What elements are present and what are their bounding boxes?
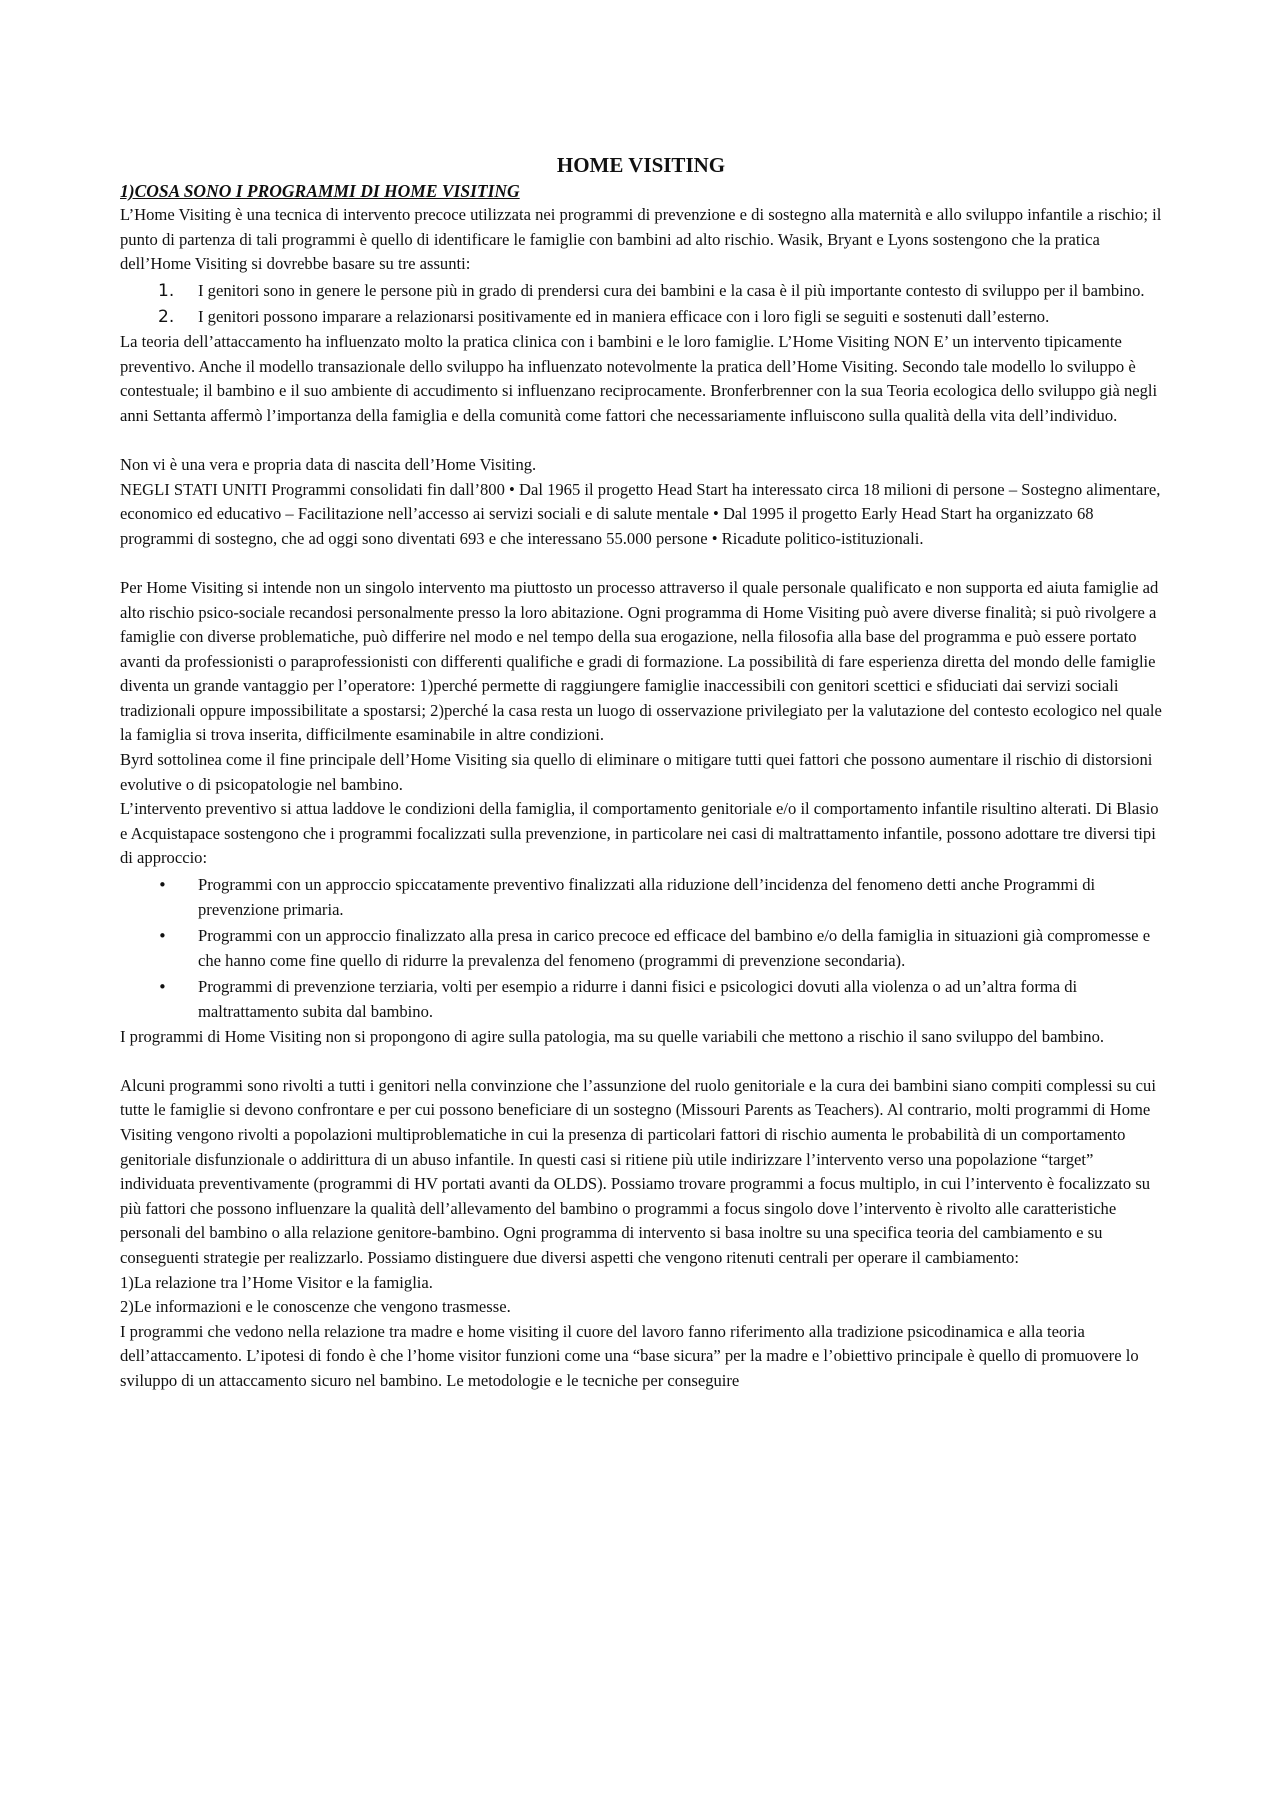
list-item-text: I genitori possono imparare a relazionarsi positivamente ed in maniera efficace con i loro figli se seguiti e sostenuti dall’esterno. [198,307,1050,327]
paragraph-byrd: Byrd sottolinea come il fine principale dell’Home Visiting sia quello di eliminare o mitigare tutti quei fattori che possono aumentare il rischio di distorsioni evolutive o di psicopatologie nel bambino. [120,750,1153,794]
paragraph-psychodynamic: I programmi che vedono nella relazione tra madre e home visiting il cuore del lavoro fanno riferimento alla tradizione psicodinamica e alla teoria dell’attaccamento. L’ipotesi di fondo è che l’home visitor funzioni come una “base sicura” per la madre e l’obiettivo principale è quello di promuovere lo sviluppo di un attaccamento sicuro nel bambino. Le metodologie e le tecniche per conseguire [120,1321,1139,1390]
list-item [120,975,1162,1024]
bullet-icon: • [158,978,167,997]
list-number: 1. [158,280,175,301]
bullet-icon: • [158,927,167,946]
list-item-text: Programmi con un approccio spiccatamente preventivo finalizzati alla riduzione dell’incidenza del fenomeno detti anche Programmi di prevenzione primaria. [198,875,1096,919]
list-item [120,279,1162,304]
list-item [120,305,1162,330]
document-title: HOME VISITING [556,153,726,177]
section-heading: 1)COSA SONO I PROGRAMMI DI HOME VISITING [120,181,520,201]
paragraph-definition: Per Home Visiting si intende non un singolo intervento ma piuttosto un processo attraverso il quale personale qualificato e non supporta ed aiuta famiglie ad alto rischio psico-sociale recandosi personalmente presso la loro abitazione. Ogni programma di Home Visiting può avere diverse finalità; si può rivolgere a famiglie con diverse problematiche, può differire nel modo e nel tempo della sua erogazione, nella filosofia alla base del programma e può essere portato avanti da professionisti o paraprofessionisti con differenti qualifiche e gradi di formazione. La possibilità di fare esperienza diretta del mondo delle famiglie diventa un grande vantaggio per l’operatore: 1)perché permette di raggiungere famiglie inaccessibili con genitori scettici e sfiduciati dai servizi sociali tradizionali oppure impossibilitate a spostarsi; 2)perché la casa resta un luogo di osservazione privilegiato per la valutazione del contesto ecologico nel quale la famiglia si trova inserita, difficilmente esaminabile in altre condizioni. [120,577,1162,745]
list-item-text: Programmi con un approccio finalizzato alla presa in carico precoce ed efficace del bambino e/o della famiglia in situazioni già compromesse e che hanno come fine quello di ridurre la prevalenza del fenomeno (programmi di prevenzione secondaria). [198,926,1151,970]
paragraph-preventive: L’intervento preventivo si attua laddove le condizioni della famiglia, il comportamento genitoriale e/o il comportamento infantile risultino alterati. Di Blasio e Acquistapace sostengono che i programmi focalizzati sulla prevenzione, in particolare nei casi di maltrattamento infantile, possono adottare tre diversi tipi di approccio: [120,799,1159,868]
list-item [120,873,1162,922]
list-number: 2. [158,307,175,328]
paragraph-usa: NEGLI STATI UNITI Programmi consolidati fin dall’800 • Dal 1965 il progetto Head Start ha interessato circa 18 milioni di persone – Sostegno alimentare, economico ed educativo – Facilitazione nell’accesso ai servizi sociali e di salute mentale • Dal 1995 il progetto Early Head Start ha organizzato 68 programmi di sostegno, che ad oggi sono diventati 693 e che interessano 55.000 persone • Ricadute politico-istituzionali. [120,479,1161,548]
approaches-list [120,873,1162,1025]
paragraph-attachment-theory: La teoria dell’attaccamento ha influenzato molto la pratica clinica con i bambini e le loro famiglie. L’Home Visiting NON E’ un intervento tipicamente preventivo. Anche il modello transazionale dello sviluppo ha influenzato notevolmente la pratica dell’Home Visiting. Secondo tale modello lo sviluppo è contestuale; il bambino e il suo ambiente di accudimento si influenzano reciprocamente. Bronferbrenner con la sua Teoria ecologica dello sviluppo già negli anni Settanta affermò l’importanza della famiglia e della comunità come fattori che necessariamente influiscono sulla qualità della vita dell’individuo. [120,331,1158,425]
paragraph-intro: L’Home Visiting è una tecnica di intervento precoce utilizzata nei programmi di prevenzione e di sostegno alla maternità e allo sviluppo infantile a rischio; il punto di partenza di tali programmi è quello di identificare le famiglie con bambini ad alto rischio. Wasik, Bryant e Lyons sostengono che la pratica dell’Home Visiting si dovrebbe basare su tre assunti: [120,205,1162,274]
list-item [120,924,1162,973]
assumptions-list [120,279,1162,330]
paragraph-point-2: 2)Le informazioni e le conoscenze che vengono trasmesse. [120,1297,511,1317]
bullet-icon: • [158,876,167,895]
list-item-text: Programmi di prevenzione terziaria, volti per esempio a ridurre i danni fisici e psicologici dovuti alla violenza o ad un’altra forma di maltrattamento subita dal bambino. [198,977,1078,1021]
paragraph-origin: Non vi è una vera e propria data di nascita dell’Home Visiting. [120,454,537,474]
paragraph-point-1: 1)La relazione tra l’Home Visitor e la famiglia. [120,1272,433,1292]
list-item-text: I genitori sono in genere le persone più in grado di prendersi cura dei bambini e la casa è il più importante contesto di sviluppo per il bambino. [198,280,1145,300]
paragraph-pathology: I programmi di Home Visiting non si propongono di agire sulla patologia, ma su quelle variabili che mettono a rischio il sano sviluppo del bambino. [120,1026,1105,1046]
paragraph-programs: Alcuni programmi sono rivolti a tutti i genitori nella convinzione che l’assunzione del ruolo genitoriale e la cura dei bambini siano compiti complessi su cui tutte le famiglie si devono confrontare e per cui possono beneficiare di un sostegno (Missouri Parents as Teachers). Al contrario, molti programmi di Home Visiting vengono rivolti a popolazioni multiproblematiche in cui la presenza di particolari fattori di rischio aumenta le probabilità di un comportamento genitoriale disfunzionale o addirittura di un abuso infantile. In questi casi si ritiene più utile indirizzare l’intervento verso una popolazione “target” individuata preventivamente (programmi di HV portati avanti da OLDS). Possiamo trovare programmi a focus multiplo, in cui l’intervento è focalizzato su più fattori che possono influenzare la qualità dell’allevamento del bambino o programmi a focus singolo dove l’intervento è rivolto alle caratteristiche personali del bambino o alla relazione genitore-bambino. Ogni programma di intervento si basa inoltre su una specifica teoria del cambiamento e su conseguenti strategie per realizzarlo. Possiamo distinguere due diversi aspetti che vengono ritenuti centrali per operare il cambiamento: [120,1075,1156,1267]
document-page [120,152,1162,1394]
